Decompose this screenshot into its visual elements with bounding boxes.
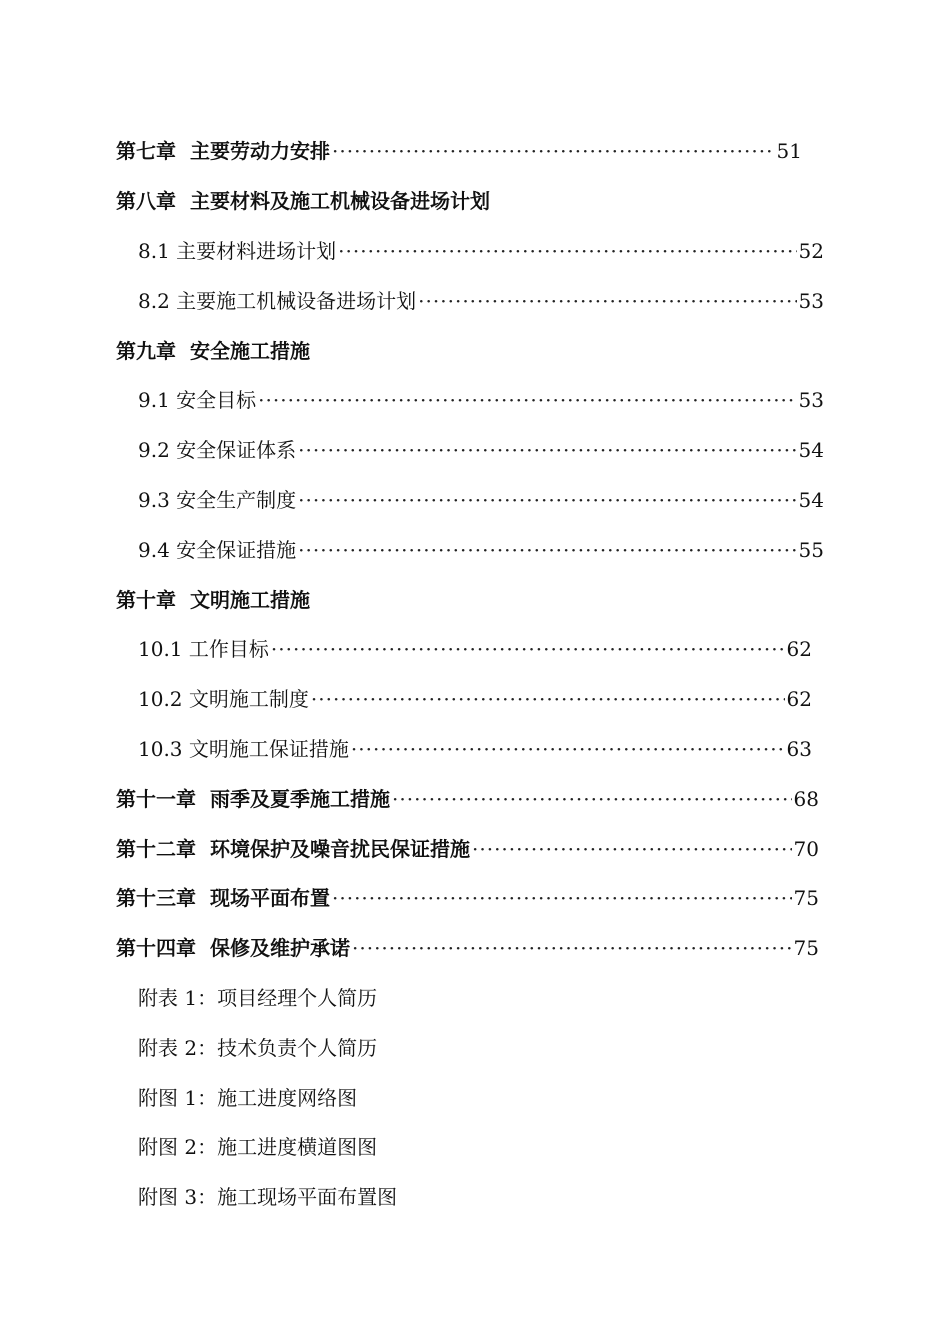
- page-number: 52: [798, 238, 824, 263]
- toc-entry: [116, 833, 819, 862]
- toc-entry: [138, 285, 824, 314]
- section-title: 8.1 主要材料进场计划: [138, 238, 337, 263]
- page-number: 75: [793, 886, 819, 911]
- toc-title: [116, 882, 330, 911]
- chapter-title: 雨季及夏季施工措施: [210, 786, 390, 811]
- chapter-number: 第七章: [116, 139, 176, 164]
- toc-section-10-1[interactable]: [0, 623, 950, 673]
- toc-appendix-table-1[interactable]: [0, 972, 950, 1022]
- chapter-number: 第十二章: [116, 836, 196, 861]
- chapter-number: 第十一章: [116, 786, 196, 811]
- chapter-title: 安全施工措施: [190, 338, 310, 363]
- toc-section-9-2[interactable]: [0, 424, 950, 474]
- toc-title: [116, 833, 470, 862]
- section-title: 10.3 文明施工保证措施: [138, 736, 349, 761]
- page-number: 70: [793, 836, 819, 861]
- page-number: 53: [798, 288, 824, 313]
- toc-entry: [138, 633, 812, 662]
- section-title: 10.1 工作目标: [138, 637, 269, 662]
- dot-leader: [298, 438, 796, 462]
- toc-title: [116, 932, 350, 961]
- page-number: 55: [798, 537, 824, 562]
- toc-chapter-11[interactable]: [0, 772, 950, 822]
- section-title: 9.2 安全保证体系: [138, 438, 297, 463]
- dot-leader: [298, 538, 796, 562]
- section-title: 8.2 主要施工机械设备进场计划: [138, 288, 417, 313]
- toc-title: [116, 135, 330, 164]
- section-title: 9.4 安全保证措施: [138, 537, 297, 562]
- toc-section-9-3[interactable]: [0, 474, 950, 524]
- toc-title: [116, 185, 490, 214]
- page-number: 75: [793, 936, 819, 961]
- toc-chapter-7[interactable]: [0, 125, 950, 175]
- toc-appendix-figure-3[interactable]: [0, 1171, 950, 1221]
- page-number: 54: [798, 438, 824, 463]
- toc-entry: [138, 434, 824, 463]
- dot-leader: [418, 289, 796, 313]
- dot-leader: [332, 139, 775, 163]
- dot-leader: [472, 837, 792, 861]
- chapter-number: 第十章: [116, 587, 176, 612]
- toc-chapter-14[interactable]: [0, 922, 950, 972]
- toc-entry: [138, 484, 824, 513]
- dot-leader: [392, 787, 792, 811]
- chapter-title: 现场平面布置: [210, 886, 330, 911]
- toc-section-10-3[interactable]: [0, 723, 950, 773]
- toc-section-8-1[interactable]: [0, 225, 950, 275]
- dot-leader: [311, 687, 785, 711]
- chapter-title: 主要劳动力安排: [190, 139, 330, 164]
- appendix-title: 附图 3：施工现场平面布置图: [138, 1185, 398, 1210]
- dot-leader: [352, 936, 792, 960]
- chapter-number: 第八章: [116, 189, 176, 214]
- chapter-number: 第十四章: [116, 936, 196, 961]
- section-title: 9.1 安全目标: [138, 388, 257, 413]
- toc-appendix-figure-2[interactable]: [0, 1121, 950, 1171]
- dot-leader: [332, 886, 792, 910]
- toc-entry: [116, 882, 819, 911]
- toc-entry: [116, 135, 802, 164]
- chapter-title: 文明施工措施: [190, 587, 310, 612]
- toc-section-9-1[interactable]: [0, 374, 950, 424]
- page-number: 68: [793, 786, 819, 811]
- toc-chapter-9[interactable]: [0, 324, 950, 374]
- appendix-title: 附图 2：施工进度横道图图: [138, 1135, 378, 1160]
- toc-entry: [138, 384, 824, 413]
- page-number: 63: [786, 736, 812, 761]
- toc-chapter-8[interactable]: [0, 175, 950, 225]
- chapter-number: 第十三章: [116, 886, 196, 911]
- chapter-title: 主要材料及施工机械设备进场计划: [190, 189, 490, 214]
- toc-entry: [138, 733, 812, 762]
- dot-leader: [258, 388, 796, 412]
- toc-chapter-13[interactable]: [0, 872, 950, 922]
- toc-section-10-2[interactable]: [0, 673, 950, 723]
- appendix-title: 附表 1：项目经理个人简历: [138, 985, 378, 1010]
- toc-appendix-table-2[interactable]: [0, 1021, 950, 1071]
- toc-entry: [116, 783, 819, 812]
- appendix-title: 附图 1：施工进度网络图: [138, 1085, 358, 1110]
- toc-entry: [138, 534, 824, 563]
- page-number: 62: [786, 637, 812, 662]
- dot-leader: [271, 637, 785, 661]
- toc-title: [116, 335, 310, 364]
- toc-section-8-2[interactable]: [0, 274, 950, 324]
- dot-leader: [351, 737, 785, 761]
- page-number: 54: [798, 487, 824, 512]
- table-of-contents: [0, 125, 950, 1221]
- chapter-title: 保修及维护承诺: [210, 936, 350, 961]
- page-number: 51: [776, 139, 802, 164]
- chapter-title: 环境保护及噪音扰民保证措施: [210, 836, 470, 861]
- toc-title: [116, 783, 390, 812]
- toc-entry: [116, 932, 819, 961]
- toc-appendix-figure-1[interactable]: [0, 1071, 950, 1121]
- dot-leader: [298, 488, 796, 512]
- dot-leader: [338, 239, 796, 263]
- toc-chapter-12[interactable]: [0, 822, 950, 872]
- section-title: 10.2 文明施工制度: [138, 687, 309, 712]
- toc-entry: [138, 683, 812, 712]
- section-title: 9.3 安全生产制度: [138, 487, 297, 512]
- toc-title: [116, 584, 310, 613]
- chapter-number: 第九章: [116, 338, 176, 363]
- toc-section-9-4[interactable]: [0, 523, 950, 573]
- toc-chapter-10[interactable]: [0, 573, 950, 623]
- appendix-title: 附表 2：技术负责个人简历: [138, 1035, 378, 1060]
- page-number: 62: [786, 687, 812, 712]
- page-number: 53: [798, 388, 824, 413]
- toc-entry: [138, 235, 824, 264]
